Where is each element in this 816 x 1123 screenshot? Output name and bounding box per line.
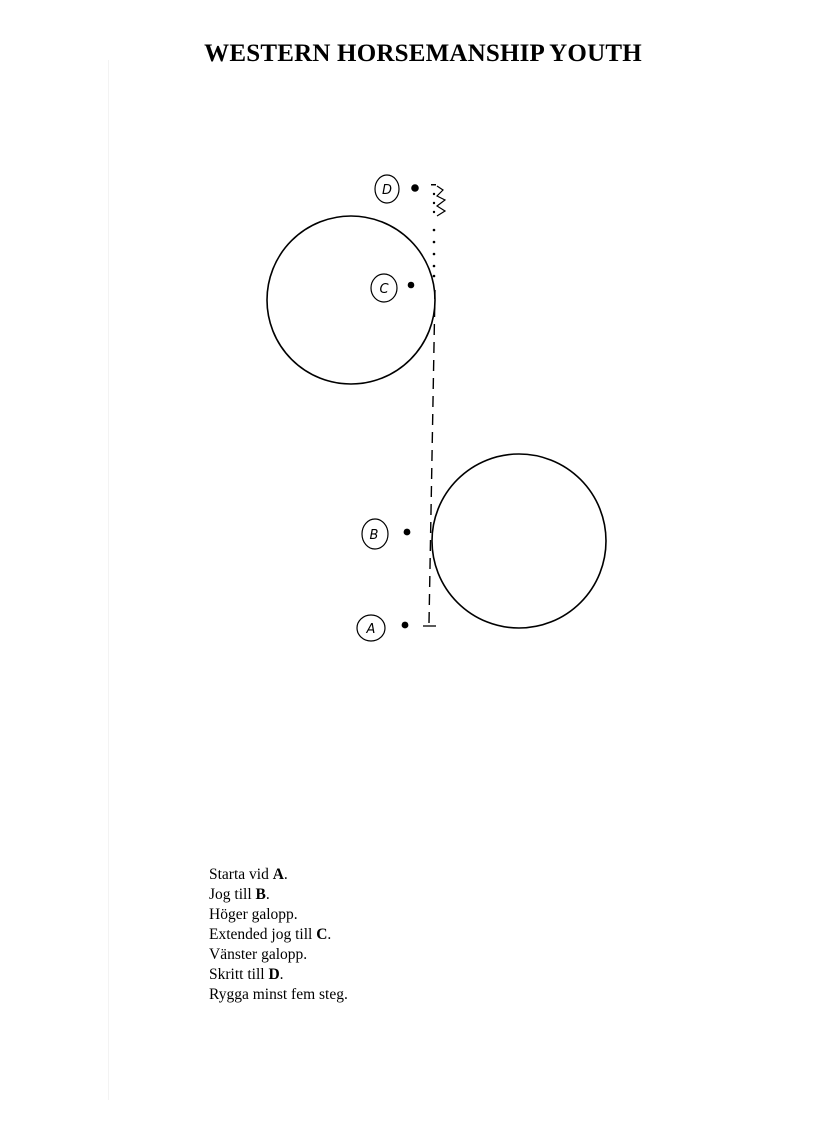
instruction-line <box>209 865 348 885</box>
instruction-marker: B <box>255 886 266 903</box>
instruction-end: . <box>279 966 284 983</box>
marker-c-label: C <box>379 282 389 297</box>
instruction-marker: A <box>272 866 284 883</box>
instruction-marker: D <box>268 966 280 983</box>
walk-path-dots <box>433 229 436 278</box>
instruction-text: Jog till <box>209 886 256 903</box>
backup-marks <box>431 184 436 213</box>
marker-b <box>362 519 410 549</box>
pattern-title: WESTERN HORSEMANSHIP YOUTH <box>204 40 642 67</box>
instruction-text: Starta vid <box>209 866 273 883</box>
instruction-text: Vänster galopp. <box>209 946 308 963</box>
instruction-text: Rygga minst fem steg. <box>209 986 348 1003</box>
instruction-text: Skritt till <box>209 966 269 983</box>
marker-c-cone <box>408 282 415 289</box>
marker-a-cone <box>402 622 409 629</box>
marker-d-label: D <box>381 183 393 198</box>
marker-b-label: B <box>369 528 379 543</box>
instruction-line <box>209 965 348 985</box>
instruction-end: . <box>327 926 332 943</box>
instruction-list <box>209 865 348 1005</box>
instruction-end: . <box>265 886 270 903</box>
instruction-line <box>209 945 348 965</box>
instruction-text: Extended jog till <box>209 926 317 943</box>
instruction-line <box>209 905 348 925</box>
instruction-line <box>209 985 348 1005</box>
marker-c <box>371 274 414 302</box>
marker-b-cone <box>404 529 411 536</box>
marker-d <box>375 175 419 203</box>
jog-path-dashed-line <box>429 290 435 623</box>
instruction-marker: C <box>316 926 328 943</box>
marker-a-label: A <box>366 622 376 637</box>
instruction-line <box>209 925 348 945</box>
marker-a <box>357 615 408 641</box>
marker-d-cone <box>411 184 419 192</box>
backup-squiggle <box>437 186 445 216</box>
left-circle <box>267 216 435 384</box>
instruction-text: Höger galopp. <box>209 906 298 923</box>
right-circle <box>432 454 606 628</box>
instruction-line <box>209 885 348 905</box>
instruction-end: . <box>283 866 288 883</box>
